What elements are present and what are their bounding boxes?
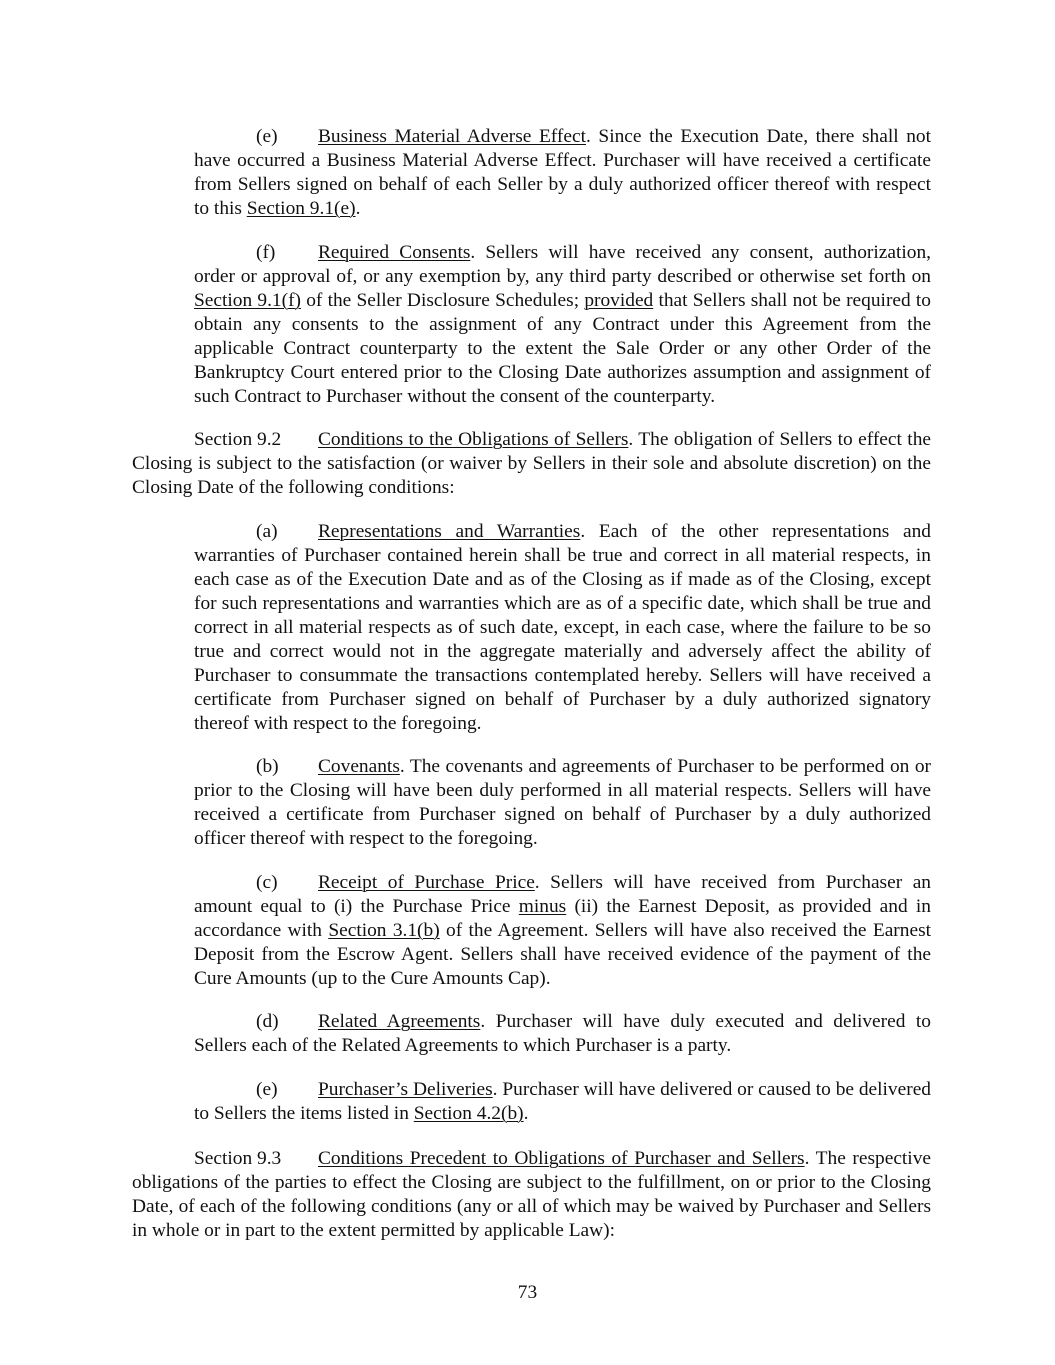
paragraph-9-2-c: [194, 871, 931, 991]
section-heading: Conditions Precedent to Obligations of Purchaser and Sellers: [318, 1148, 805, 1169]
paragraph-9-1-e: [194, 125, 931, 221]
paragraph-9-2-a: [194, 520, 931, 736]
clause-text: of the Agreement. Sellers will have also received the Earnest Deposit from the Escrow Agent. Sellers shall have received evidence of the payment of the Cure Amounts (up to the Cure Amounts Cap).: [194, 920, 932, 989]
section-text: . The obligation of Sellers to effect the Closing is subject to the satisfaction (or waiver by Sellers in their sole and absolute discretion) on the Closing Date of the following conditions:: [132, 429, 932, 498]
clause-label: (d): [256, 1011, 279, 1032]
clause-text: . Purchaser will have duly executed and delivered to Sellers each of the Related Agreements to which Purchaser is a party.: [194, 1011, 931, 1056]
clause-label: (f): [256, 242, 276, 263]
clause-heading: Receipt of Purchase Price: [318, 872, 535, 893]
clause-text: .: [355, 198, 361, 219]
section-text: . The respective obligations of the parties to effect the Closing are subject to the fulfillment, on or prior to the Closing Date, of each of the following conditions (any or all of which may be waived by Purchaser and Sellers in whole or in part to the extent permitted by applicable Law):: [132, 1148, 931, 1241]
clause-text: .: [523, 1103, 529, 1124]
section-heading: Conditions to the Obligations of Sellers: [318, 429, 629, 450]
clause-text: (ii) the Earnest Deposit, as provided and in accordance with: [194, 896, 932, 941]
clause-text: . Sellers will have received from Purchaser an amount equal to (i) the Purchase Price: [194, 872, 931, 917]
clause-heading: Purchaser’s Deliveries: [318, 1079, 493, 1100]
paragraph-9-2-e: [194, 1078, 931, 1126]
section-label: Section 9.3: [194, 1148, 282, 1169]
cross-reference: Section 9.1(f): [194, 290, 301, 311]
cross-reference: Section 3.1(b): [328, 920, 440, 941]
clause-text: . Purchaser will have delivered or caused to be delivered to Sellers the items listed in: [194, 1079, 931, 1124]
clause-heading: Representations and Warranties: [318, 521, 581, 542]
paragraph-9-2-d: [194, 1010, 931, 1058]
clause-text: . Sellers will have received any consent, authorization, order or approval of, or any exemption by, any third party described or otherwise set forth on: [194, 242, 931, 287]
clause-text: of the Seller Disclosure Schedules;: [301, 290, 585, 311]
clause-text: . Since the Execution Date, there shall not have occurred a Business Material Adverse Effect. Purchaser will have received a certificate from Sellers signed on behalf of each Seller by a duly authorized officer thereof with respect to this: [194, 126, 931, 219]
clause-label: (b): [256, 756, 279, 777]
section-9-2: [132, 428, 931, 500]
defined-term: minus: [518, 896, 567, 917]
paragraph-9-2-b: [194, 755, 931, 851]
cross-reference: Section 9.1(e): [246, 198, 356, 219]
clause-heading: Covenants: [318, 756, 400, 777]
clause-label: (a): [256, 521, 278, 542]
clause-label: (c): [256, 872, 278, 893]
clause-text: that Sellers shall not be required to obtain any consents to the assignment of any Contract under this Agreement from the applicable Contract counterparty to the extent the Sale Order or any other Order of the Bankruptcy Court entered prior to the Closing Date authorizes assumption and assignment of such Contract to Purchaser without the consent of the counterparty.: [194, 290, 931, 407]
section-9-3: [132, 1147, 931, 1243]
clause-text: . The covenants and agreements of Purchaser to be performed on or prior to the Closing will have been duly performed in all material respects. Sellers will have received a certificate from Purchaser signed on behalf of Purchaser by a duly authorized officer thereof with respect to the foregoing.: [194, 756, 931, 849]
paragraph-9-1-f: [194, 241, 931, 409]
page-number: 73: [517, 1282, 538, 1303]
proviso-term: provided: [584, 290, 654, 311]
clause-text: . Each of the other representations and warranties of Purchaser contained herein shall be true and correct in all material respects, in each case as of the Execution Date and as of the Closing as if made as of the Closing, except for such representations and warranties which are as of a specific date, which shall be true and correct in all material respects as of such date, except, in each case, where the failure to be so true and correct would not in the aggregate materially and adversely affect the ability of Purchaser to consummate the transactions contemplated hereby. Sellers will have received a certificate from Purchaser signed on behalf of Purchaser by a duly authorized signatory thereof with respect to the foregoing.: [194, 521, 931, 734]
section-label: Section 9.2: [194, 429, 282, 450]
clause-label: (e): [256, 1079, 278, 1100]
clause-heading: Required Consents: [318, 242, 471, 263]
clause-heading: Related Agreements: [318, 1011, 481, 1032]
clause-heading: Business Material Adverse Effect: [318, 126, 586, 147]
cross-reference: Section 4.2(b): [413, 1103, 524, 1124]
clause-label: (e): [256, 126, 278, 147]
